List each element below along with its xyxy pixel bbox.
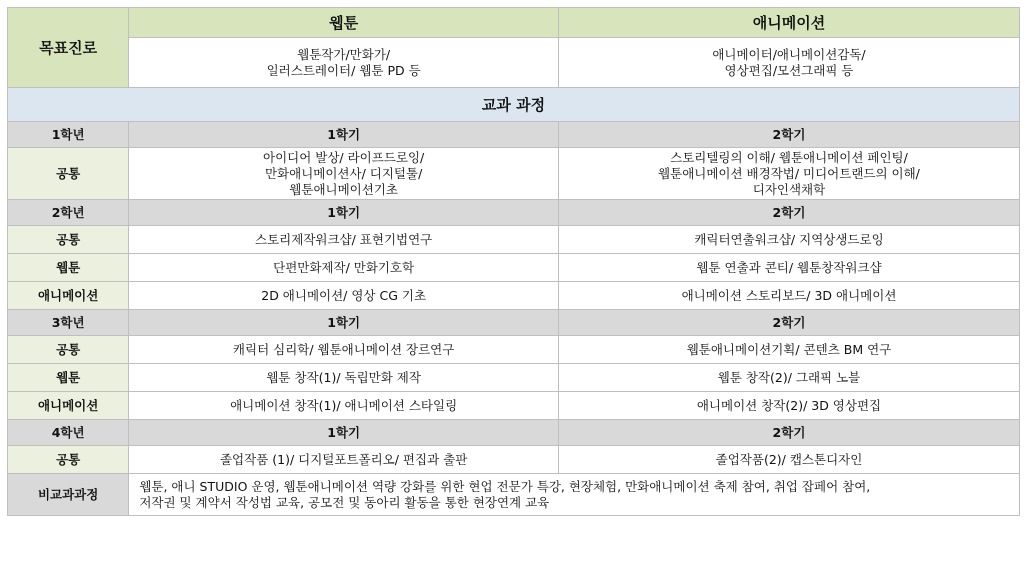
semester-1-courses (129, 226, 559, 254)
semester-2-heading: 2학기 (558, 200, 1019, 226)
course-line: 단편만화제작/ 만화기호학 (273, 259, 415, 275)
course-line: 2D 애니메이션/ 영상 CG 기초 (261, 287, 427, 303)
course-category-label: 공통 (8, 336, 129, 364)
course-category-label: 공통 (8, 446, 129, 474)
year-label: 1학년 (8, 122, 129, 148)
semester-2-courses (558, 226, 1019, 254)
course-category-label: 공통 (8, 226, 129, 254)
course-line: 캐릭터 심리학/ 웹툰애니메이션 장르연구 (232, 341, 455, 357)
course-category-label: 공통 (8, 148, 129, 200)
curriculum-table (7, 7, 1020, 516)
course-line: 애니메이션 창작(2)/ 3D 영상편집 (696, 397, 882, 413)
curriculum-title-row (8, 88, 1020, 122)
track-webtoon-heading: 웹툰 (129, 8, 559, 38)
career-line: 일러스트레이터/ 웹툰 PD 등 (266, 62, 421, 78)
extracurricular-label: 비교과과정 (8, 474, 129, 516)
course-category-label: 웹툰 (8, 364, 129, 392)
semester-1-heading: 1학기 (129, 200, 559, 226)
goal-careers-row (8, 38, 1020, 88)
year-label: 4학년 (8, 420, 129, 446)
course-row (8, 254, 1020, 282)
semester-2-courses (558, 392, 1019, 420)
course-category-label: 애니메이션 (8, 282, 129, 310)
semester-1-courses (129, 282, 559, 310)
course-line: 웹툰애니메이션기획/ 콘텐츠 BM 연구 (686, 341, 892, 357)
career-line: 애니메이터/애니메이션감독/ (712, 46, 866, 62)
extracurricular-line: 웹툰, 애니 STUDIO 운영, 웹툰애니메이션 역량 강화를 위한 현업 전문가 특강, 현장체험, 만화애니메이션 축제 참여, 취업 잡페어 참여, (139, 478, 871, 494)
course-line: 만화애니메이션사/ 디지털툴/ (264, 165, 423, 181)
course-line: 아이디어 발상/ 라이프드로잉/ (263, 149, 425, 165)
semester-2-courses (558, 336, 1019, 364)
course-line: 졸업작품(2)/ 캡스톤디자인 (715, 451, 863, 467)
extracurricular-line: 저작권 및 계약서 작성법 교육, 공모전 및 동아리 활동을 통한 현장연계 교육 (139, 494, 550, 510)
year-header-row (8, 420, 1020, 446)
course-line: 스토리텔링의 이해/ 웹툰애니메이션 페인팅/ (670, 149, 908, 165)
course-line: 웹툰애니메이션기초 (289, 181, 398, 197)
course-row (8, 392, 1020, 420)
semester-1-heading: 1학기 (129, 122, 559, 148)
year-label: 3학년 (8, 310, 129, 336)
semester-2-courses (558, 282, 1019, 310)
semester-2-courses (558, 148, 1019, 200)
extracurricular-content (129, 474, 1020, 516)
course-line: 디자인색채학 (752, 181, 826, 197)
semester-1-courses (129, 392, 559, 420)
course-category-label: 웹툰 (8, 254, 129, 282)
animation-careers (558, 38, 1019, 88)
goal-header-row (8, 8, 1020, 38)
semester-2-courses (558, 446, 1019, 474)
course-row (8, 364, 1020, 392)
semester-2-heading: 2학기 (558, 420, 1019, 446)
course-line: 웹툰애니메이션 배경작법/ 미디어트랜드의 이해/ (658, 165, 920, 181)
semester-1-heading: 1학기 (129, 310, 559, 336)
semester-2-heading: 2학기 (558, 310, 1019, 336)
goal-label: 목표진로 (8, 8, 129, 88)
semester-1-courses (129, 254, 559, 282)
semester-1-courses (129, 446, 559, 474)
track-animation-heading: 애니메이션 (558, 8, 1019, 38)
course-line: 애니메이션 스토리보드/ 3D 애니메이션 (681, 287, 897, 303)
year-header-row (8, 310, 1020, 336)
course-row (8, 226, 1020, 254)
course-category-label: 애니메이션 (8, 392, 129, 420)
course-row (8, 446, 1020, 474)
semester-2-heading: 2학기 (558, 122, 1019, 148)
year-header-row (8, 200, 1020, 226)
course-line: 캐릭터연출워크샵/ 지역상생드로잉 (694, 231, 884, 247)
extracurricular-row (8, 474, 1020, 516)
semester-2-courses (558, 254, 1019, 282)
course-row (8, 148, 1020, 200)
semester-2-courses (558, 364, 1019, 392)
curriculum-title: 교과 과정 (8, 88, 1020, 122)
semester-1-heading: 1학기 (129, 420, 559, 446)
semester-1-courses (129, 336, 559, 364)
course-line: 애니메이션 창작(1)/ 애니메이션 스타일링 (230, 397, 458, 413)
webtoon-careers (129, 38, 559, 88)
course-line: 웹툰 연출과 콘티/ 웹툰창작워크샵 (696, 259, 882, 275)
course-line: 스토리제작워크샵/ 표현기법연구 (255, 231, 433, 247)
year-label: 2학년 (8, 200, 129, 226)
course-line: 졸업작품 (1)/ 디지털포트폴리오/ 편집과 출판 (219, 451, 468, 467)
career-line: 영상편집/모션그래픽 등 (724, 62, 854, 78)
career-line: 웹툰작가/만화가/ (297, 46, 391, 62)
curriculum-table-container (7, 7, 1020, 516)
course-line: 웹툰 창작(1)/ 독립만화 제작 (266, 369, 421, 385)
semester-1-courses (129, 148, 559, 200)
course-line: 웹툰 창작(2)/ 그래픽 노블 (717, 369, 861, 385)
course-row (8, 282, 1020, 310)
course-row (8, 336, 1020, 364)
semester-1-courses (129, 364, 559, 392)
year-header-row (8, 122, 1020, 148)
